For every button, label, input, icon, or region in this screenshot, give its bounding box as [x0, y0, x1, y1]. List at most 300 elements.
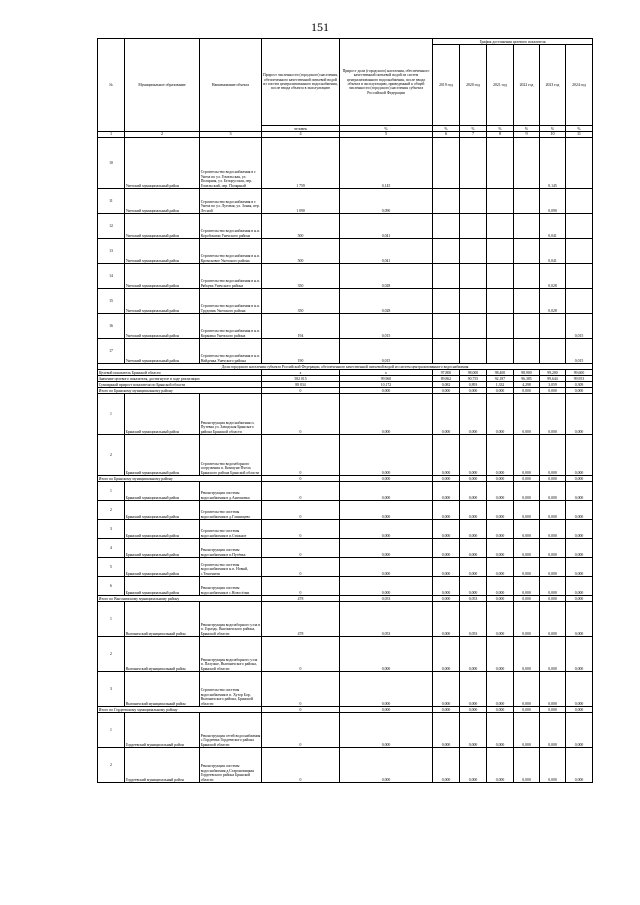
year-value-cell: [540, 339, 566, 364]
year-value-cell: [514, 239, 540, 264]
year-value-cell: 0,000: [487, 539, 514, 558]
summary-year-value: 92,187: [487, 376, 514, 382]
year-value-cell: [566, 289, 593, 314]
year-value-cell: 0,000: [540, 394, 566, 435]
summary-year-value: 1,332: [487, 382, 514, 388]
year-value-cell: 0,000: [566, 637, 593, 672]
summary-year-value: 3,059: [540, 382, 566, 388]
year-value-cell: 0,000: [540, 482, 566, 501]
summary-year-value: 0,000: [487, 476, 514, 482]
summary-label: Итого по Выгоничскому муниципальному району: [98, 596, 262, 602]
year-value-cell: [566, 239, 593, 264]
share-growth-cell: 0,000: [340, 713, 433, 748]
header-year: 2022 год: [514, 45, 540, 126]
year-value-cell: 0,000: [433, 672, 460, 707]
object-row: [98, 435, 593, 476]
year-value-cell: 0,090: [540, 189, 566, 214]
object-row: [98, 577, 593, 596]
year-value-cell: 0,000: [460, 539, 487, 558]
unit-year: %: [540, 126, 566, 132]
year-value-cell: 0,000: [540, 539, 566, 558]
share-growth-cell: 0,041: [340, 214, 433, 239]
year-value-cell: 0,000: [460, 748, 487, 783]
year-value-cell: 0,000: [460, 435, 487, 476]
row-number: 2: [98, 748, 125, 783]
header-year: 2024 год: [566, 45, 593, 126]
year-value-cell: 0,000: [514, 394, 540, 435]
summary-label: Итого по Брянскому муниципальному району: [98, 476, 262, 482]
population-growth-cell: 0: [262, 577, 340, 596]
year-value-cell: 0,000: [460, 394, 487, 435]
object-name-cell: Строительство водоснабжения в г. Унеча по ул. Луговая, ул. Зоная, пер. Лесной: [200, 189, 262, 214]
year-value-cell: 0,000: [487, 602, 514, 637]
population-growth-cell: 500: [262, 214, 340, 239]
year-value-cell: 0,000: [514, 748, 540, 783]
population-growth-cell: 350: [262, 264, 340, 289]
municipality-cell: Брянский муниципальный район: [125, 577, 200, 596]
population-growth-cell: 1 759: [262, 138, 340, 189]
unit-col5: %: [340, 126, 433, 132]
year-value-cell: 0,000: [487, 520, 514, 539]
year-value-cell: 0,000: [433, 520, 460, 539]
year-value-cell: [514, 339, 540, 364]
col-number: 11: [566, 132, 593, 138]
municipality-cell: Брянский муниципальный район: [125, 520, 200, 539]
year-value-cell: 0,000: [487, 748, 514, 783]
summary-year-value: 0,000: [540, 476, 566, 482]
year-value-cell: 0,000: [460, 501, 487, 520]
object-name-cell: Строительство водоснабжения в н.п. Коробоничи Унечского района: [200, 214, 262, 239]
year-value-cell: 0,000: [487, 435, 514, 476]
header-no: №: [98, 39, 125, 132]
unit-year: %: [460, 126, 487, 132]
object-name-cell: Строительство водоснабжения в н.п. Кромсковое Унечского района: [200, 239, 262, 264]
header-year: 2023 год: [540, 45, 566, 126]
header-year: 2021 год: [487, 45, 514, 126]
summary-year-value: 0,000: [487, 707, 514, 713]
unit-col4: человек: [262, 126, 340, 132]
year-value-cell: 0,000: [540, 577, 566, 596]
summary-year-value: 0,000: [460, 476, 487, 482]
year-value-cell: [433, 289, 460, 314]
summary-col5: 0,053: [340, 596, 433, 602]
row-number: 5: [98, 558, 125, 577]
summary-year-value: 0,000: [514, 707, 540, 713]
year-value-cell: 0,000: [566, 672, 593, 707]
share-growth-cell: 0,090: [340, 189, 433, 214]
object-row: [98, 189, 593, 214]
population-growth-cell: 1 090: [262, 189, 340, 214]
summary-col5: 99,960: [340, 376, 433, 382]
row-number: 2: [98, 637, 125, 672]
year-value-cell: 0,000: [566, 482, 593, 501]
share-growth-cell: 0,000: [340, 482, 433, 501]
object-row: [98, 672, 593, 707]
share-growth-cell: 0,015: [340, 339, 433, 364]
year-value-cell: 0,000: [566, 435, 593, 476]
header-year: 2019 год: [433, 45, 460, 126]
share-growth-cell: 0,028: [340, 264, 433, 289]
col-number: 1: [98, 132, 125, 138]
municipality-cell: Унечский муниципальный район: [125, 138, 200, 189]
col-number: 2: [125, 132, 200, 138]
year-value-cell: 0,000: [433, 713, 460, 748]
summary-col5: 10,172: [340, 382, 433, 388]
municipality-cell: Унечский муниципальный район: [125, 264, 200, 289]
population-growth-cell: 0: [262, 394, 340, 435]
section-title: Доля городского населения субъекта Российской Федерации, обеспеченного качественной питьевой водой из систем централизованного водоснабжения: [98, 364, 593, 370]
year-value-cell: 0,041: [540, 214, 566, 239]
year-value-cell: 0,000: [487, 637, 514, 672]
year-value-cell: 0,000: [460, 558, 487, 577]
population-growth-cell: 194: [262, 314, 340, 339]
row-number: 17: [98, 339, 125, 364]
population-growth-cell: 0: [262, 520, 340, 539]
summary-label: Итого по Гордеевскому муниципальному району: [98, 707, 262, 713]
object-row: [98, 539, 593, 558]
object-row: [98, 264, 593, 289]
object-row: [98, 394, 593, 435]
summary-year-value: 0,000: [460, 388, 487, 394]
year-value-cell: 0,000: [566, 577, 593, 596]
municipality-cell: Брянский муниципальный район: [125, 501, 200, 520]
share-growth-cell: 0,000: [340, 520, 433, 539]
summary-year-value: 0,082: [433, 382, 460, 388]
object-row: [98, 239, 593, 264]
year-value-cell: [460, 289, 487, 314]
summary-label: Суммарный прирост показателя по Брянской области: [98, 382, 262, 388]
col-number: 9: [514, 132, 540, 138]
year-value-cell: [487, 214, 514, 239]
year-value-cell: 0,000: [433, 501, 460, 520]
year-value-cell: 0,015: [566, 339, 593, 364]
summary-year-value: 96,385: [514, 376, 540, 382]
year-value-cell: 0,000: [514, 482, 540, 501]
summary-year-value: 0,000: [514, 476, 540, 482]
year-value-cell: 0,000: [566, 520, 593, 539]
year-value-cell: 0,000: [433, 637, 460, 672]
year-value-cell: 0,000: [566, 501, 593, 520]
summary-year-value: 89,862: [433, 376, 460, 382]
year-value-cell: 0,000: [460, 577, 487, 596]
year-value-cell: 0,000: [514, 539, 540, 558]
col-number: 3: [200, 132, 262, 138]
year-value-cell: 0,000: [566, 713, 593, 748]
municipality-cell: Унечский муниципальный район: [125, 314, 200, 339]
year-value-cell: 0,000: [487, 577, 514, 596]
year-value-cell: 0,000: [540, 672, 566, 707]
year-value-cell: [433, 214, 460, 239]
municipality-cell: Унечский муниципальный район: [125, 239, 200, 264]
object-row: [98, 713, 593, 748]
col-number: 10: [540, 132, 566, 138]
header-year: 2020 год: [460, 45, 487, 126]
object-name-cell: Строительство водоснабжения в н.п. Найденка Унечского района: [200, 339, 262, 364]
row-number: 1: [98, 394, 125, 435]
header-schedule: График достижения целевого показателя: [433, 39, 593, 45]
object-name-cell: Строительство водозаборного сооружения п. Коммуна-Пчела Брянского района Брянской области: [200, 435, 262, 476]
col-number: 5: [340, 132, 433, 138]
summary-col5: х: [340, 370, 433, 376]
row-number: 3: [98, 520, 125, 539]
year-value-cell: [433, 189, 460, 214]
year-value-cell: 0,000: [540, 435, 566, 476]
header-municipality: Муниципальное образование: [125, 39, 200, 132]
summary-year-value: 97,800: [433, 370, 460, 376]
year-value-cell: 0,000: [514, 577, 540, 596]
row-number: 10: [98, 138, 125, 189]
unit-year: %: [514, 126, 540, 132]
year-value-cell: [460, 239, 487, 264]
share-growth-cell: 0,000: [340, 394, 433, 435]
share-growth-cell: 0,000: [340, 637, 433, 672]
col-number: 6: [433, 132, 460, 138]
summary-col5: 0,000: [340, 388, 433, 394]
year-value-cell: 0,000: [514, 558, 540, 577]
municipality-cell: Выгоничский муниципальный район: [125, 602, 200, 637]
summary-year-value: 98,400: [487, 370, 514, 376]
row-number: 2: [98, 435, 125, 476]
object-row: [98, 314, 593, 339]
col-number: 8: [487, 132, 514, 138]
header-col5: Прирост доли (городского) населения, обеспеченного качественной питьевой водой из систем централизованного водоснабжения, после ввода объекта в эксплуатацию, приведенный к общей численности (городского) населения субъекта Российской Федерации: [340, 39, 433, 126]
summary-year-value: 0,000: [433, 476, 460, 482]
summary-year-value: 0,000: [566, 596, 593, 602]
row-number: 14: [98, 264, 125, 289]
object-row: [98, 501, 593, 520]
year-value-cell: [460, 339, 487, 364]
share-growth-cell: 0,145: [340, 138, 433, 189]
summary-col4: 478: [262, 596, 340, 602]
row-number: 13: [98, 239, 125, 264]
object-row: [98, 482, 593, 501]
share-growth-cell: 0,015: [340, 314, 433, 339]
summary-year-value: 0,000: [433, 596, 460, 602]
year-value-cell: 0,000: [433, 539, 460, 558]
year-value-cell: [487, 239, 514, 264]
object-row: [98, 520, 593, 539]
header-row: [98, 39, 593, 45]
year-value-cell: 0,000: [514, 501, 540, 520]
summary-col4: 0: [262, 707, 340, 713]
year-value-cell: 0,000: [460, 482, 487, 501]
object-row: [98, 339, 593, 364]
municipality-cell: Брянский муниципальный район: [125, 482, 200, 501]
year-value-cell: [433, 264, 460, 289]
year-value-cell: [487, 138, 514, 189]
share-growth-cell: 0,000: [340, 539, 433, 558]
year-value-cell: [566, 264, 593, 289]
object-name-cell: Реконструкция системы водоснабжения в п.Путёвка: [200, 539, 262, 558]
year-value-cell: [433, 239, 460, 264]
year-value-cell: 0,053: [460, 602, 487, 637]
summary-year-value: 0,000: [540, 388, 566, 394]
share-growth-cell: 0,000: [340, 577, 433, 596]
population-growth-cell: 0: [262, 558, 340, 577]
year-value-cell: 0,000: [566, 539, 593, 558]
object-name-cell: Строительство водоснабжения в н.п. Трудовик Унечского района: [200, 289, 262, 314]
year-value-cell: 0,000: [460, 637, 487, 672]
row-number: 1: [98, 713, 125, 748]
population-growth-cell: 500: [262, 239, 340, 264]
object-row: [98, 637, 593, 672]
year-value-cell: 0,000: [514, 637, 540, 672]
row-number: 4: [98, 539, 125, 558]
object-name-cell: Реконструкция сетей водоснабжения с.Гордеевка Гордеевского района Брянской области: [200, 713, 262, 748]
summary-year-value: 0,000: [514, 388, 540, 394]
year-value-cell: 0,145: [540, 138, 566, 189]
year-value-cell: 0,041: [540, 239, 566, 264]
year-value-cell: [566, 138, 593, 189]
year-value-cell: [460, 189, 487, 214]
summary-year-value: 0,000: [566, 476, 593, 482]
row-number: 1: [98, 602, 125, 637]
col-number: 4: [262, 132, 340, 138]
share-growth-cell: 0,028: [340, 289, 433, 314]
summary-year-value: 0,000: [460, 707, 487, 713]
summary-col5: 0,000: [340, 476, 433, 482]
object-row: [98, 602, 593, 637]
year-value-cell: 0,000: [514, 520, 540, 539]
year-value-cell: 0,000: [433, 577, 460, 596]
year-value-cell: 0,000: [487, 501, 514, 520]
summary-year-value: 99,953: [566, 376, 593, 382]
summary-col4: х: [262, 370, 340, 376]
municipality-cell: Унечский муниципальный район: [125, 289, 200, 314]
year-value-cell: 0,000: [460, 672, 487, 707]
municipality-cell: Брянский муниципальный район: [125, 435, 200, 476]
year-value-cell: 0,000: [433, 435, 460, 476]
page-number: 151: [311, 20, 329, 34]
summary-col4: 582 015: [262, 376, 340, 382]
municipality-cell: Выгоничский муниципальный район: [125, 672, 200, 707]
year-value-cell: 0,000: [433, 394, 460, 435]
object-row: [98, 289, 593, 314]
summary-label: Итого по Брянскому муниципальному району: [98, 388, 262, 394]
year-value-cell: 0,000: [566, 748, 593, 783]
summary-year-value: 99,644: [540, 376, 566, 382]
header-col4: Прирост численности (городского) населения, обеспеченного качественной питьевой водой из систем централизованного водоснабжения, после ввода объекта в эксплуатацию: [262, 39, 340, 126]
municipality-cell: Выгоничский муниципальный район: [125, 637, 200, 672]
share-growth-cell: 0,041: [340, 239, 433, 264]
year-value-cell: [460, 138, 487, 189]
summary-year-value: 98,000: [460, 370, 487, 376]
year-value-cell: [514, 314, 540, 339]
year-value-cell: [540, 314, 566, 339]
population-growth-cell: 0: [262, 637, 340, 672]
year-value-cell: 0,000: [460, 520, 487, 539]
population-growth-cell: 0: [262, 482, 340, 501]
municipality-cell: Брянский муниципальный район: [125, 558, 200, 577]
object-name-cell: Реконструкция системы водоснабжения в с.Новосёлки: [200, 577, 262, 596]
summary-year-value: 0,000: [433, 707, 460, 713]
year-value-cell: [433, 339, 460, 364]
object-name-cell: Строительство системы водоснабжения в д.Глинищево: [200, 501, 262, 520]
object-row: [98, 138, 593, 189]
summary-year-value: 99,600: [566, 370, 593, 376]
summary-year-value: 0,000: [540, 596, 566, 602]
object-name-cell: Строительство системы водоснабжения в н.п. Новый, с.Тешеничи: [200, 558, 262, 577]
year-value-cell: 0,000: [514, 672, 540, 707]
population-growth-cell: 190: [262, 339, 340, 364]
share-growth-cell: 0,000: [340, 748, 433, 783]
summary-year-value: 0,000: [487, 596, 514, 602]
year-value-cell: [460, 214, 487, 239]
row-number: 12: [98, 214, 125, 239]
row-number: 2: [98, 501, 125, 520]
row-number: 1: [98, 482, 125, 501]
share-growth-cell: 0,000: [340, 435, 433, 476]
population-growth-cell: 0: [262, 435, 340, 476]
year-value-cell: [514, 264, 540, 289]
year-value-cell: 0,000: [540, 748, 566, 783]
object-name-cell: Реконструкция водозаборного узла в п. Гораздь, Выгоничского района, Брянской области: [200, 602, 262, 637]
population-growth-cell: 0: [262, 539, 340, 558]
municipality-cell: Гордеевский муниципальный район: [125, 713, 200, 748]
summary-year-value: 99,200: [540, 370, 566, 376]
year-value-cell: [487, 314, 514, 339]
year-value-cell: [566, 189, 593, 214]
population-growth-cell: 350: [262, 289, 340, 314]
summary-year-value: 0,000: [487, 388, 514, 394]
year-value-cell: 0,000: [487, 394, 514, 435]
row-number: 15: [98, 289, 125, 314]
summary-year-value: 4,298: [514, 382, 540, 388]
year-value-cell: 0,000: [540, 602, 566, 637]
year-value-cell: [566, 214, 593, 239]
municipality-cell: Унечский муниципальный район: [125, 214, 200, 239]
object-name-cell: Строительство системы водоснабжения в п.Стяжное: [200, 520, 262, 539]
year-value-cell: 0,000: [566, 602, 593, 637]
year-value-cell: 0,000: [487, 672, 514, 707]
year-value-cell: [514, 214, 540, 239]
share-growth-cell: 0,053: [340, 602, 433, 637]
municipality-cell: Унечский муниципальный район: [125, 339, 200, 364]
summary-col4: 88 834: [262, 382, 340, 388]
object-name-cell: Строительство системы водоснабжения в п. Хутор Бор, Выгоничского района, Брянской области: [200, 672, 262, 707]
year-value-cell: 0,000: [433, 482, 460, 501]
year-value-cell: [514, 138, 540, 189]
object-name-cell: Реконструкция водозаборного узла п. Палужье, Выгоничского района, Брянской области: [200, 637, 262, 672]
object-row: [98, 214, 593, 239]
share-growth-cell: 0,000: [340, 501, 433, 520]
population-growth-cell: 0: [262, 713, 340, 748]
object-name-cell: Строительство водоснабжения в н.п. Корковка Унечского района: [200, 314, 262, 339]
row-number: 6: [98, 577, 125, 596]
year-value-cell: 0,000: [433, 748, 460, 783]
summary-year-value: 0,000: [566, 707, 593, 713]
summary-label: Целевой показатель Брянской области: [98, 370, 262, 376]
year-value-cell: 0,028: [540, 289, 566, 314]
year-value-cell: [487, 189, 514, 214]
year-value-cell: 0,000: [566, 558, 593, 577]
year-value-cell: 0,000: [433, 602, 460, 637]
summary-col4: 0: [262, 388, 340, 394]
population-growth-cell: 0: [262, 748, 340, 783]
summary-year-value: 0,309: [566, 382, 593, 388]
year-value-cell: 0,028: [540, 264, 566, 289]
year-value-cell: 0,000: [540, 558, 566, 577]
summary-year-value: 0,000: [566, 388, 593, 394]
row-number: 11: [98, 189, 125, 214]
municipality-cell: Гордеевский муниципальный район: [125, 748, 200, 783]
object-row: [98, 748, 593, 783]
year-value-cell: 0,000: [460, 713, 487, 748]
object-name-cell: Строительство водоснабжения в н.п. Рябцева Унечского района: [200, 264, 262, 289]
summary-year-value: 0,000: [540, 707, 566, 713]
municipality-cell: Брянский муниципальный район: [125, 539, 200, 558]
summary-label: Значение целевого показателя, достигнутое в ходе реализации: [98, 376, 262, 382]
